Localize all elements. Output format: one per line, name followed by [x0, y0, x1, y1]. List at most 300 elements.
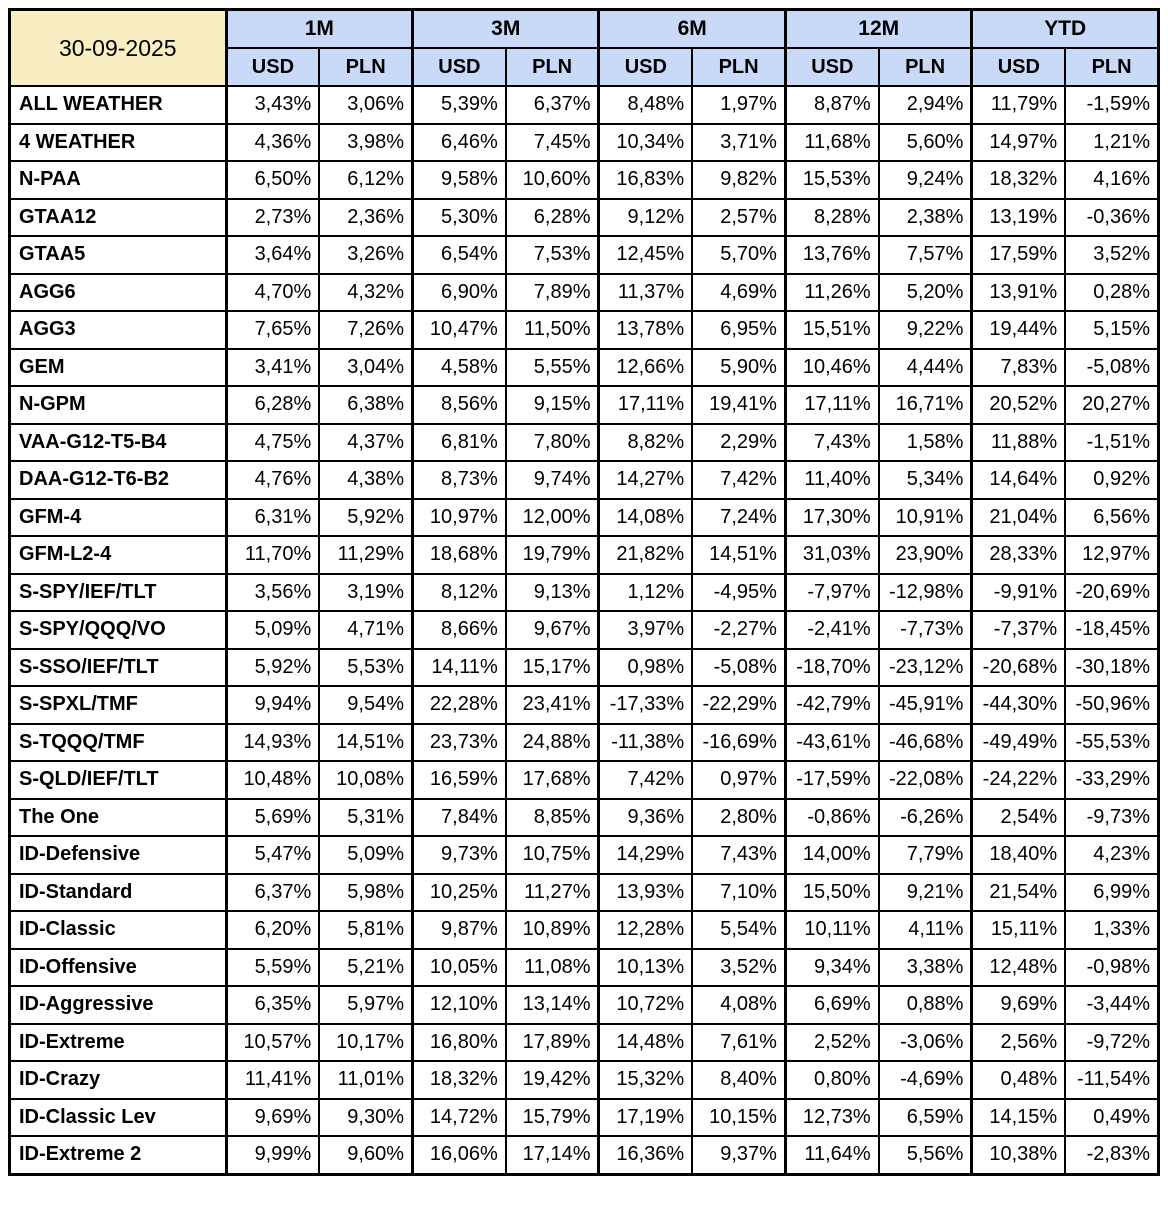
row-label: ID-Defensive [10, 836, 227, 874]
value-cell: 10,15% [692, 1099, 785, 1137]
value-cell: 13,91% [972, 274, 1065, 312]
value-cell: -5,08% [692, 649, 785, 687]
value-cell: 14,11% [413, 649, 506, 687]
value-cell: 6,37% [226, 874, 319, 912]
value-cell: 8,87% [785, 86, 878, 124]
value-cell: 10,72% [599, 986, 692, 1024]
value-cell: 4,16% [1065, 161, 1158, 199]
value-cell: 5,21% [319, 949, 412, 987]
value-cell: 8,66% [413, 611, 506, 649]
table-row [10, 461, 1159, 499]
value-cell: -0,86% [785, 799, 878, 837]
value-cell: 8,82% [599, 424, 692, 462]
value-cell: 8,85% [506, 799, 599, 837]
table-row [10, 761, 1159, 799]
value-cell: 4,37% [319, 424, 412, 462]
value-cell: -24,22% [972, 761, 1065, 799]
value-cell: 5,09% [319, 836, 412, 874]
value-cell: 10,47% [413, 311, 506, 349]
value-cell: 10,91% [879, 499, 972, 537]
value-cell: 3,38% [879, 949, 972, 987]
value-cell: 5,90% [692, 349, 785, 387]
period-header-3m: 3M [413, 10, 599, 49]
row-label: ID-Classic [10, 911, 227, 949]
value-cell: 6,99% [1065, 874, 1158, 912]
table-row [10, 836, 1159, 874]
table-row [10, 1061, 1159, 1099]
value-cell: 10,60% [506, 161, 599, 199]
value-cell: -30,18% [1065, 649, 1158, 687]
value-cell: 9,99% [226, 1136, 319, 1174]
value-cell: 6,46% [413, 124, 506, 162]
value-cell: 16,59% [413, 761, 506, 799]
value-cell: 7,61% [692, 1024, 785, 1062]
value-cell: -9,73% [1065, 799, 1158, 837]
currency-header-pln: PLN [879, 48, 972, 86]
value-cell: 9,37% [692, 1136, 785, 1174]
table-row [10, 424, 1159, 462]
value-cell: 31,03% [785, 536, 878, 574]
value-cell: 21,82% [599, 536, 692, 574]
value-cell: 17,59% [972, 236, 1065, 274]
value-cell: 9,74% [506, 461, 599, 499]
value-cell: 2,80% [692, 799, 785, 837]
value-cell: 23,41% [506, 686, 599, 724]
value-cell: -2,83% [1065, 1136, 1158, 1174]
table-row [10, 799, 1159, 837]
value-cell: 13,19% [972, 199, 1065, 237]
value-cell: 3,52% [692, 949, 785, 987]
value-cell: 9,15% [506, 386, 599, 424]
value-cell: -44,30% [972, 686, 1065, 724]
value-cell: 5,54% [692, 911, 785, 949]
value-cell: 14,72% [413, 1099, 506, 1137]
value-cell: 5,39% [413, 86, 506, 124]
value-cell: 7,24% [692, 499, 785, 537]
value-cell: 7,65% [226, 311, 319, 349]
value-cell: 10,97% [413, 499, 506, 537]
value-cell: 14,51% [319, 724, 412, 762]
table-row [10, 349, 1159, 387]
value-cell: 0,88% [879, 986, 972, 1024]
value-cell: 5,09% [226, 611, 319, 649]
value-cell: 9,60% [319, 1136, 412, 1174]
value-cell: 7,53% [506, 236, 599, 274]
value-cell: 3,56% [226, 574, 319, 612]
value-cell: 0,48% [972, 1061, 1065, 1099]
value-cell: -4,95% [692, 574, 785, 612]
value-cell: -20,68% [972, 649, 1065, 687]
value-cell: 6,20% [226, 911, 319, 949]
value-cell: 9,24% [879, 161, 972, 199]
value-cell: 10,05% [413, 949, 506, 987]
value-cell: -16,69% [692, 724, 785, 762]
table-row [10, 311, 1159, 349]
value-cell: -12,98% [879, 574, 972, 612]
value-cell: 19,44% [972, 311, 1065, 349]
value-cell: 14,29% [599, 836, 692, 874]
value-cell: 18,40% [972, 836, 1065, 874]
value-cell: 14,51% [692, 536, 785, 574]
value-cell: 22,28% [413, 686, 506, 724]
value-cell: -50,96% [1065, 686, 1158, 724]
value-cell: -22,08% [879, 761, 972, 799]
value-cell: 11,01% [319, 1061, 412, 1099]
period-header-1m: 1M [226, 10, 412, 49]
value-cell: 17,11% [599, 386, 692, 424]
value-cell: 5,92% [319, 499, 412, 537]
row-label: S-SPY/QQQ/VO [10, 611, 227, 649]
value-cell: -2,27% [692, 611, 785, 649]
value-cell: 3,26% [319, 236, 412, 274]
performance-table [8, 8, 1160, 1176]
row-label: S-SPXL/TMF [10, 686, 227, 724]
row-label: N-PAA [10, 161, 227, 199]
row-label: DAA-G12-T6-B2 [10, 461, 227, 499]
value-cell: 5,59% [226, 949, 319, 987]
value-cell: 11,40% [785, 461, 878, 499]
value-cell: 2,29% [692, 424, 785, 462]
value-cell: 10,57% [226, 1024, 319, 1062]
value-cell: 5,20% [879, 274, 972, 312]
table-row [10, 386, 1159, 424]
value-cell: 7,84% [413, 799, 506, 837]
value-cell: 17,89% [506, 1024, 599, 1062]
value-cell: 0,97% [692, 761, 785, 799]
row-label: ID-Aggressive [10, 986, 227, 1024]
table-row [10, 649, 1159, 687]
value-cell: 18,32% [413, 1061, 506, 1099]
value-cell: 16,83% [599, 161, 692, 199]
value-cell: 1,58% [879, 424, 972, 462]
value-cell: 11,68% [785, 124, 878, 162]
value-cell: 2,57% [692, 199, 785, 237]
value-cell: -17,33% [599, 686, 692, 724]
value-cell: 12,28% [599, 911, 692, 949]
value-cell: 11,79% [972, 86, 1065, 124]
value-cell: 19,79% [506, 536, 599, 574]
value-cell: 6,35% [226, 986, 319, 1024]
value-cell: 9,54% [319, 686, 412, 724]
currency-header-usd: USD [226, 48, 319, 86]
value-cell: 11,88% [972, 424, 1065, 462]
value-cell: 17,30% [785, 499, 878, 537]
value-cell: 2,73% [226, 199, 319, 237]
value-cell: -43,61% [785, 724, 878, 762]
value-cell: 16,36% [599, 1136, 692, 1174]
value-cell: 3,71% [692, 124, 785, 162]
table-row [10, 874, 1159, 912]
value-cell: -7,97% [785, 574, 878, 612]
row-label: S-QLD/IEF/TLT [10, 761, 227, 799]
table-row [10, 499, 1159, 537]
currency-header-usd: USD [599, 48, 692, 86]
value-cell: 6,12% [319, 161, 412, 199]
value-cell: 10,11% [785, 911, 878, 949]
currency-header-pln: PLN [506, 48, 599, 86]
row-label: ID-Crazy [10, 1061, 227, 1099]
currency-header-usd: USD [972, 48, 1065, 86]
value-cell: 5,30% [413, 199, 506, 237]
value-cell: 11,08% [506, 949, 599, 987]
value-cell: 18,68% [413, 536, 506, 574]
value-cell: 2,54% [972, 799, 1065, 837]
value-cell: 15,53% [785, 161, 878, 199]
value-cell: 10,89% [506, 911, 599, 949]
row-label: S-TQQQ/TMF [10, 724, 227, 762]
value-cell: 9,67% [506, 611, 599, 649]
table-row [10, 536, 1159, 574]
value-cell: 18,32% [972, 161, 1065, 199]
value-cell: 9,21% [879, 874, 972, 912]
value-cell: 1,12% [599, 574, 692, 612]
value-cell: 6,59% [879, 1099, 972, 1137]
value-cell: 9,94% [226, 686, 319, 724]
value-cell: 10,46% [785, 349, 878, 387]
row-label: ID-Extreme 2 [10, 1136, 227, 1174]
value-cell: -42,79% [785, 686, 878, 724]
value-cell: 17,14% [506, 1136, 599, 1174]
value-cell: 5,15% [1065, 311, 1158, 349]
row-label: 4 WEATHER [10, 124, 227, 162]
value-cell: 6,81% [413, 424, 506, 462]
value-cell: -17,59% [785, 761, 878, 799]
currency-header-pln: PLN [1065, 48, 1158, 86]
row-label: S-SPY/IEF/TLT [10, 574, 227, 612]
value-cell: 9,69% [226, 1099, 319, 1137]
value-cell: 4,36% [226, 124, 319, 162]
value-cell: 5,97% [319, 986, 412, 1024]
value-cell: 4,70% [226, 274, 319, 312]
value-cell: 10,25% [413, 874, 506, 912]
value-cell: 10,08% [319, 761, 412, 799]
row-label: ID-Offensive [10, 949, 227, 987]
value-cell: 6,56% [1065, 499, 1158, 537]
value-cell: 6,69% [785, 986, 878, 1024]
table-header [10, 10, 1159, 87]
value-cell: 9,58% [413, 161, 506, 199]
row-label: VAA-G12-T5-B4 [10, 424, 227, 462]
row-label: AGG3 [10, 311, 227, 349]
value-cell: 11,70% [226, 536, 319, 574]
value-cell: 15,50% [785, 874, 878, 912]
table-row [10, 1099, 1159, 1137]
value-cell: -3,06% [879, 1024, 972, 1062]
value-cell: 5,53% [319, 649, 412, 687]
value-cell: 0,49% [1065, 1099, 1158, 1137]
table-row [10, 1024, 1159, 1062]
value-cell: 5,81% [319, 911, 412, 949]
row-label: ID-Standard [10, 874, 227, 912]
value-cell: -0,36% [1065, 199, 1158, 237]
period-header-12m: 12M [785, 10, 971, 49]
value-cell: 10,34% [599, 124, 692, 162]
value-cell: 13,78% [599, 311, 692, 349]
value-cell: 12,48% [972, 949, 1065, 987]
value-cell: 9,87% [413, 911, 506, 949]
value-cell: 7,43% [785, 424, 878, 462]
value-cell: 14,93% [226, 724, 319, 762]
value-cell: 19,42% [506, 1061, 599, 1099]
value-cell: -4,69% [879, 1061, 972, 1099]
row-label: GTAA5 [10, 236, 227, 274]
value-cell: -11,54% [1065, 1061, 1158, 1099]
table-row [10, 574, 1159, 612]
value-cell: 15,51% [785, 311, 878, 349]
value-cell: 4,76% [226, 461, 319, 499]
value-cell: 21,54% [972, 874, 1065, 912]
value-cell: -9,91% [972, 574, 1065, 612]
value-cell: 11,64% [785, 1136, 878, 1174]
period-header-6m: 6M [599, 10, 785, 49]
value-cell: 9,34% [785, 949, 878, 987]
value-cell: 5,55% [506, 349, 599, 387]
value-cell: 9,69% [972, 986, 1065, 1024]
value-cell: 12,00% [506, 499, 599, 537]
value-cell: 1,21% [1065, 124, 1158, 162]
value-cell: 6,37% [506, 86, 599, 124]
value-cell: -45,91% [879, 686, 972, 724]
value-cell: 4,44% [879, 349, 972, 387]
value-cell: 5,60% [879, 124, 972, 162]
value-cell: 9,30% [319, 1099, 412, 1137]
value-cell: 2,36% [319, 199, 412, 237]
value-cell: 7,79% [879, 836, 972, 874]
value-cell: 8,12% [413, 574, 506, 612]
value-cell: 10,13% [599, 949, 692, 987]
table-row [10, 911, 1159, 949]
value-cell: 11,50% [506, 311, 599, 349]
value-cell: 6,95% [692, 311, 785, 349]
value-cell: 15,79% [506, 1099, 599, 1137]
table-row [10, 86, 1159, 124]
value-cell: 6,28% [506, 199, 599, 237]
table-row [10, 611, 1159, 649]
value-cell: 9,36% [599, 799, 692, 837]
value-cell: 20,27% [1065, 386, 1158, 424]
value-cell: 3,43% [226, 86, 319, 124]
value-cell: 7,57% [879, 236, 972, 274]
row-label: S-SSO/IEF/TLT [10, 649, 227, 687]
value-cell: 12,45% [599, 236, 692, 274]
value-cell: 2,56% [972, 1024, 1065, 1062]
value-cell: 6,38% [319, 386, 412, 424]
value-cell: -7,37% [972, 611, 1065, 649]
value-cell: 0,80% [785, 1061, 878, 1099]
value-cell: 11,37% [599, 274, 692, 312]
value-cell: 14,27% [599, 461, 692, 499]
row-label: The One [10, 799, 227, 837]
table-body [10, 86, 1159, 1174]
value-cell: 5,31% [319, 799, 412, 837]
value-cell: 0,92% [1065, 461, 1158, 499]
value-cell: 6,28% [226, 386, 319, 424]
value-cell: 4,08% [692, 986, 785, 1024]
row-label: GFM-4 [10, 499, 227, 537]
value-cell: 9,82% [692, 161, 785, 199]
value-cell: -46,68% [879, 724, 972, 762]
value-cell: 15,11% [972, 911, 1065, 949]
value-cell: 24,88% [506, 724, 599, 762]
value-cell: -55,53% [1065, 724, 1158, 762]
table-row [10, 986, 1159, 1024]
value-cell: 8,48% [599, 86, 692, 124]
row-label: AGG6 [10, 274, 227, 312]
value-cell: 2,52% [785, 1024, 878, 1062]
value-cell: 6,90% [413, 274, 506, 312]
table-row [10, 1136, 1159, 1174]
value-cell: 6,31% [226, 499, 319, 537]
value-cell: 17,68% [506, 761, 599, 799]
value-cell: 7,26% [319, 311, 412, 349]
table-row [10, 724, 1159, 762]
value-cell: 10,75% [506, 836, 599, 874]
value-cell: 7,45% [506, 124, 599, 162]
value-cell: 14,15% [972, 1099, 1065, 1137]
value-cell: 8,40% [692, 1061, 785, 1099]
value-cell: 4,11% [879, 911, 972, 949]
value-cell: -3,44% [1065, 986, 1158, 1024]
value-cell: 28,33% [972, 536, 1065, 574]
value-cell: 3,41% [226, 349, 319, 387]
value-cell: 7,43% [692, 836, 785, 874]
value-cell: 14,00% [785, 836, 878, 874]
value-cell: 15,17% [506, 649, 599, 687]
value-cell: 3,19% [319, 574, 412, 612]
value-cell: 7,83% [972, 349, 1065, 387]
value-cell: 17,19% [599, 1099, 692, 1137]
value-cell: 19,41% [692, 386, 785, 424]
value-cell: -5,08% [1065, 349, 1158, 387]
value-cell: 2,38% [879, 199, 972, 237]
value-cell: 3,04% [319, 349, 412, 387]
value-cell: 4,75% [226, 424, 319, 462]
value-cell: -23,12% [879, 649, 972, 687]
row-label: N-GPM [10, 386, 227, 424]
value-cell: 11,29% [319, 536, 412, 574]
row-label: GEM [10, 349, 227, 387]
row-label: ID-Classic Lev [10, 1099, 227, 1137]
value-cell: 7,42% [599, 761, 692, 799]
table-row [10, 236, 1159, 274]
value-cell: 13,93% [599, 874, 692, 912]
value-cell: 10,17% [319, 1024, 412, 1062]
value-cell: 5,47% [226, 836, 319, 874]
table-row [10, 686, 1159, 724]
value-cell: 4,32% [319, 274, 412, 312]
value-cell: 5,34% [879, 461, 972, 499]
value-cell: -0,98% [1065, 949, 1158, 987]
value-cell: 5,70% [692, 236, 785, 274]
row-label: GFM-L2-4 [10, 536, 227, 574]
row-label: ID-Extreme [10, 1024, 227, 1062]
row-label: ALL WEATHER [10, 86, 227, 124]
value-cell: 7,10% [692, 874, 785, 912]
row-label: GTAA12 [10, 199, 227, 237]
value-cell: 6,54% [413, 236, 506, 274]
table-row [10, 949, 1159, 987]
value-cell: 4,69% [692, 274, 785, 312]
value-cell: 11,27% [506, 874, 599, 912]
value-cell: 1,97% [692, 86, 785, 124]
value-cell: 5,98% [319, 874, 412, 912]
value-cell: 3,52% [1065, 236, 1158, 274]
value-cell: 4,38% [319, 461, 412, 499]
value-cell: -1,59% [1065, 86, 1158, 124]
value-cell: -6,26% [879, 799, 972, 837]
value-cell: 9,22% [879, 311, 972, 349]
value-cell: 16,80% [413, 1024, 506, 1062]
